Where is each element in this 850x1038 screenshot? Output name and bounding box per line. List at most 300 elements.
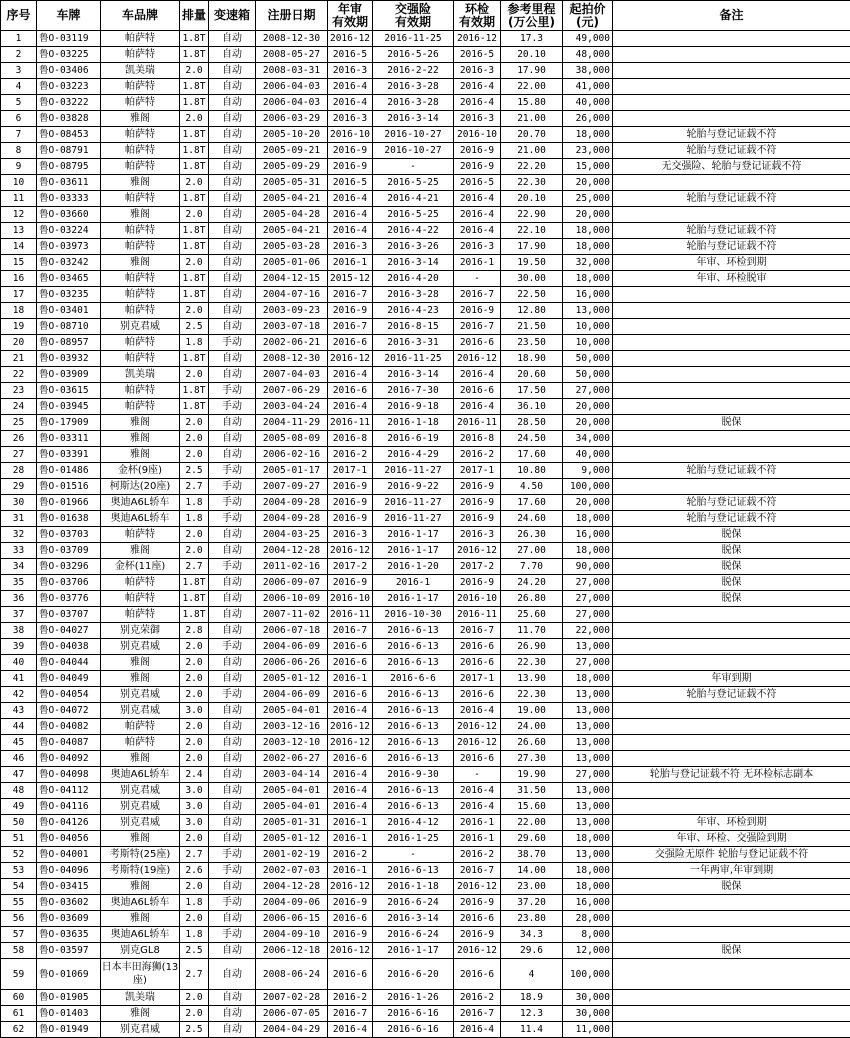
cell-inspection-valid: 2016-4 [328,191,373,207]
cell-start-price: 16,000 [563,895,613,911]
cell-remarks [613,735,850,751]
cell-transmission: 自动 [209,751,256,767]
cell-displacement: 1.8T [180,47,209,63]
cell-seq: 8 [1,143,37,159]
cell-displacement: 1.8 [180,927,209,943]
cell-brand: 柯斯达(20座) [101,479,180,495]
cell-insurance-valid: 2016-9-18 [373,399,454,415]
cell-mileage: 19.50 [501,255,563,271]
cell-plate: 鲁O-03828 [37,111,101,127]
cell-mileage: 29.60 [501,831,563,847]
cell-insurance-valid: 2016-6-24 [373,895,454,911]
cell-inspection-valid: 2016-2 [328,990,373,1006]
cell-insurance-valid: 2016-6-13 [373,703,454,719]
cell-seq: 14 [1,239,37,255]
cell-reg-date: 2005-09-21 [256,143,328,159]
cell-start-price: 22,000 [563,623,613,639]
cell-start-price: 18,000 [563,127,613,143]
cell-insurance-valid: 2016-3-14 [373,255,454,271]
cell-transmission: 自动 [209,783,256,799]
cell-transmission: 自动 [209,943,256,959]
cell-plate: 鲁O-01069 [37,959,101,990]
cell-remarks [613,175,850,191]
cell-displacement: 2.7 [180,959,209,990]
cell-transmission: 自动 [209,111,256,127]
cell-mileage: 17.3 [501,31,563,47]
cell-inspection-valid: 2016-7 [328,623,373,639]
cell-displacement: 2.0 [180,63,209,79]
cell-emission-valid: 2016-4 [454,207,501,223]
cell-transmission: 手动 [209,399,256,415]
cell-start-price: 18,000 [563,271,613,287]
cell-inspection-valid: 2016-6 [328,639,373,655]
table-row [1,399,850,415]
cell-mileage: 22.30 [501,655,563,671]
cell-remarks [613,95,850,111]
cell-brand: 考斯特(25座) [101,847,180,863]
table-row [1,591,850,607]
cell-seq: 53 [1,863,37,879]
cell-emission-valid: 2016-7 [454,623,501,639]
cell-seq: 29 [1,479,37,495]
cell-inspection-valid: 2016-12 [328,719,373,735]
cell-reg-date: 2004-09-06 [256,895,328,911]
cell-brand: 金杯(9座) [101,463,180,479]
cell-transmission: 手动 [209,335,256,351]
cell-remarks [613,1006,850,1022]
cell-insurance-valid: 2016-4-21 [373,191,454,207]
cell-emission-valid: 2016-1 [454,831,501,847]
cell-plate: 鲁O-03945 [37,399,101,415]
cell-inspection-valid: 2016-9 [328,895,373,911]
cell-insurance-valid: 2016-6-13 [373,687,454,703]
cell-emission-valid: 2016-6 [454,383,501,399]
cell-seq: 21 [1,351,37,367]
cell-brand: 帕萨特 [101,719,180,735]
table-row [1,367,850,383]
cell-transmission: 手动 [209,495,256,511]
cell-inspection-valid: 2016-10 [328,127,373,143]
cell-start-price: 16,000 [563,527,613,543]
cell-reg-date: 2005-04-01 [256,783,328,799]
cell-plate: 鲁O-03222 [37,95,101,111]
cell-remarks [613,447,850,463]
cell-remarks: 一年两审,年审到期 [613,863,850,879]
cell-start-price: 100,000 [563,959,613,990]
cell-displacement: 1.8T [180,271,209,287]
cell-start-price: 18,000 [563,879,613,895]
cell-emission-valid: 2016-9 [454,143,501,159]
cell-displacement: 1.8T [180,591,209,607]
cell-seq: 5 [1,95,37,111]
cell-brand: 帕萨特 [101,95,180,111]
cell-insurance-valid: 2016-1-18 [373,415,454,431]
cell-insurance-valid: 2016-6-13 [373,799,454,815]
cell-transmission: 自动 [209,47,256,63]
cell-inspection-valid: 2016-3 [328,239,373,255]
table-row [1,207,850,223]
cell-emission-valid: 2016-9 [454,479,501,495]
cell-insurance-valid: 2016-4-12 [373,815,454,831]
cell-displacement: 1.8 [180,495,209,511]
cell-displacement: 1.8T [180,351,209,367]
cell-plate: 鲁O-04116 [37,799,101,815]
table-row [1,479,850,495]
cell-seq: 44 [1,719,37,735]
table-row [1,287,850,303]
cell-remarks [613,479,850,495]
cell-remarks: 脱保 [613,591,850,607]
cell-brand: 帕萨特 [101,239,180,255]
cell-remarks: 轮胎与登记证载不符 [613,143,850,159]
cell-insurance-valid: 2016-6-13 [373,751,454,767]
cell-remarks [613,623,850,639]
cell-emission-valid: 2016-12 [454,719,501,735]
table-row [1,751,850,767]
cell-seq: 42 [1,687,37,703]
cell-transmission: 自动 [209,671,256,687]
cell-reg-date: 2005-04-01 [256,799,328,815]
cell-inspection-valid: 2016-12 [328,735,373,751]
table-row [1,959,850,990]
cell-reg-date: 2005-04-21 [256,223,328,239]
cell-inspection-valid: 2016-12 [328,543,373,559]
cell-insurance-valid: 2016-5-26 [373,47,454,63]
cell-mileage: 29.6 [501,943,563,959]
cell-plate: 鲁O-04056 [37,831,101,847]
cell-reg-date: 2006-12-18 [256,943,328,959]
cell-inspection-valid: 2016-11 [328,607,373,623]
cell-remarks [613,303,850,319]
table-row [1,415,850,431]
cell-insurance-valid: 2016-6-6 [373,671,454,687]
cell-transmission: 自动 [209,175,256,191]
cell-seq: 30 [1,495,37,511]
cell-displacement: 1.8T [180,31,209,47]
cell-mileage: 26.90 [501,639,563,655]
cell-remarks [613,383,850,399]
cell-transmission: 手动 [209,927,256,943]
cell-inspection-valid: 2016-6 [328,959,373,990]
cell-insurance-valid: 2016-3-14 [373,911,454,927]
table-row [1,431,850,447]
cell-insurance-valid: 2016-6-20 [373,959,454,990]
table-row [1,95,850,111]
table-row [1,511,850,527]
cell-plate: 鲁O-03776 [37,591,101,607]
cell-plate: 鲁O-04082 [37,719,101,735]
cell-emission-valid: 2016-9 [454,303,501,319]
cell-inspection-valid: 2016-9 [328,495,373,511]
cell-seq: 56 [1,911,37,927]
cell-mileage: 27.30 [501,751,563,767]
table-row [1,559,850,575]
cell-plate: 鲁O-04072 [37,703,101,719]
cell-inspection-valid: 2016-1 [328,671,373,687]
cell-transmission: 自动 [209,271,256,287]
cell-plate: 鲁O-03242 [37,255,101,271]
cell-seq: 6 [1,111,37,127]
cell-plate: 鲁O-03119 [37,31,101,47]
cell-plate: 鲁O-04044 [37,655,101,671]
cell-remarks [613,335,850,351]
column-header-remarks: 备注 [613,1,850,31]
cell-seq: 1 [1,31,37,47]
cell-transmission: 自动 [209,255,256,271]
cell-emission-valid: 2016-7 [454,863,501,879]
cell-mileage: 23.80 [501,911,563,927]
cell-insurance-valid: 2016-4-29 [373,447,454,463]
cell-inspection-valid: 2016-12 [328,31,373,47]
cell-insurance-valid: 2016-10-27 [373,143,454,159]
cell-reg-date: 2005-01-06 [256,255,328,271]
cell-insurance-valid: 2016-3-26 [373,239,454,255]
cell-insurance-valid: 2016-6-13 [373,735,454,751]
cell-start-price: 11,000 [563,1022,613,1038]
cell-seq: 45 [1,735,37,751]
table-row [1,271,850,287]
cell-remarks: 脱保 [613,543,850,559]
cell-mileage: 31.50 [501,783,563,799]
cell-brand: 别克君威 [101,703,180,719]
cell-reg-date: 2006-07-05 [256,1006,328,1022]
cell-transmission: 自动 [209,159,256,175]
cell-inspection-valid: 2016-7 [328,1006,373,1022]
cell-brand: 凯美瑞 [101,63,180,79]
cell-start-price: 20,000 [563,175,613,191]
cell-start-price: 50,000 [563,351,613,367]
cell-brand: 别克君威 [101,799,180,815]
cell-seq: 57 [1,927,37,943]
cell-seq: 49 [1,799,37,815]
cell-plate: 鲁O-03707 [37,607,101,623]
cell-displacement: 2.6 [180,863,209,879]
cell-emission-valid: 2017-2 [454,559,501,575]
cell-inspection-valid: 2016-5 [328,175,373,191]
cell-plate: 鲁O-03235 [37,287,101,303]
cell-remarks [613,31,850,47]
cell-reg-date: 2003-12-16 [256,719,328,735]
cell-remarks: 年审到期 [613,671,850,687]
cell-seq: 13 [1,223,37,239]
column-header-transmission: 变速箱 [209,1,256,31]
cell-reg-date: 2006-06-15 [256,911,328,927]
cell-mileage: 36.10 [501,399,563,415]
cell-remarks [613,47,850,63]
cell-inspection-valid: 2016-4 [328,799,373,815]
cell-mileage: 19.90 [501,767,563,783]
cell-inspection-valid: 2016-9 [328,143,373,159]
cell-insurance-valid: 2016-1-17 [373,943,454,959]
cell-reg-date: 2004-09-28 [256,495,328,511]
cell-start-price: 27,000 [563,383,613,399]
cell-displacement: 2.0 [180,255,209,271]
cell-emission-valid: 2016-3 [454,239,501,255]
cell-reg-date: 2002-06-21 [256,335,328,351]
cell-mileage: 22.10 [501,223,563,239]
cell-plate: 鲁O-01516 [37,479,101,495]
cell-transmission: 自动 [209,239,256,255]
table-row [1,815,850,831]
cell-emission-valid: 2016-3 [454,527,501,543]
table-row [1,879,850,895]
cell-remarks: 脱保 [613,575,850,591]
cell-reg-date: 2006-07-18 [256,623,328,639]
cell-start-price: 20,000 [563,415,613,431]
cell-displacement: 1.8T [180,191,209,207]
cell-mileage: 18.90 [501,351,563,367]
table-row [1,767,850,783]
cell-start-price: 13,000 [563,303,613,319]
cell-transmission: 自动 [209,911,256,927]
cell-reg-date: 2006-06-26 [256,655,328,671]
cell-emission-valid: 2016-12 [454,351,501,367]
cell-displacement: 1.8T [180,607,209,623]
cell-insurance-valid: 2016-1-20 [373,559,454,575]
cell-inspection-valid: 2016-4 [328,703,373,719]
cell-start-price: 16,000 [563,287,613,303]
table-row [1,31,850,47]
cell-remarks [613,63,850,79]
cell-brand: 帕萨特 [101,271,180,287]
cell-displacement: 3.0 [180,783,209,799]
cell-seq: 15 [1,255,37,271]
cell-displacement: 2.0 [180,207,209,223]
cell-remarks: 年审、环检、交强险到期 [613,831,850,847]
table-row [1,575,850,591]
cell-reg-date: 2006-02-16 [256,447,328,463]
cell-mileage: 21.00 [501,111,563,127]
cell-inspection-valid: 2016-6 [328,687,373,703]
cell-emission-valid: 2016-6 [454,639,501,655]
cell-seq: 33 [1,543,37,559]
cell-transmission: 手动 [209,479,256,495]
cell-insurance-valid: 2016-3-28 [373,287,454,303]
cell-remarks: 轮胎与登记证载不符 无环检标志副本 [613,767,850,783]
cell-remarks [613,607,850,623]
cell-emission-valid: 2016-4 [454,95,501,111]
cell-transmission: 自动 [209,191,256,207]
cell-seq: 23 [1,383,37,399]
cell-plate: 鲁O-08791 [37,143,101,159]
cell-emission-valid: 2016-9 [454,927,501,943]
cell-emission-valid: 2016-6 [454,911,501,927]
cell-brand: 帕萨特 [101,591,180,607]
cell-reg-date: 2008-05-27 [256,47,328,63]
cell-brand: 雅阁 [101,431,180,447]
cell-inspection-valid: 2016-4 [328,367,373,383]
cell-mileage: 37.20 [501,895,563,911]
cell-brand: 帕萨特 [101,527,180,543]
cell-inspection-valid: 2016-6 [328,383,373,399]
cell-start-price: 13,000 [563,687,613,703]
cell-plate: 鲁O-04054 [37,687,101,703]
table-header-row [1,1,850,31]
table-row [1,543,850,559]
cell-seq: 39 [1,639,37,655]
cell-emission-valid: 2016-4 [454,191,501,207]
cell-remarks: 脱保 [613,559,850,575]
cell-inspection-valid: 2016-4 [328,783,373,799]
cell-plate: 鲁O-03391 [37,447,101,463]
cell-brand: 帕萨特 [101,351,180,367]
cell-plate: 鲁O-03401 [37,303,101,319]
cell-brand: 别克君威 [101,1022,180,1038]
cell-emission-valid: 2016-3 [454,111,501,127]
cell-displacement: 2.7 [180,847,209,863]
table-row [1,943,850,959]
cell-brand: 帕萨特 [101,223,180,239]
cell-displacement: 2.0 [180,639,209,655]
cell-emission-valid: 2016-11 [454,415,501,431]
cell-reg-date: 2003-07-18 [256,319,328,335]
cell-plate: 鲁O-08453 [37,127,101,143]
cell-reg-date: 2007-04-03 [256,367,328,383]
cell-reg-date: 2003-04-24 [256,399,328,415]
cell-remarks: 脱保 [613,943,850,959]
cell-emission-valid: 2016-5 [454,47,501,63]
cell-plate: 鲁O-03602 [37,895,101,911]
cell-brand: 奥迪A6L轿车 [101,895,180,911]
cell-remarks [613,911,850,927]
cell-insurance-valid: 2016-1-17 [373,543,454,559]
cell-reg-date: 2005-01-31 [256,815,328,831]
cell-insurance-valid: 2016-7-30 [373,383,454,399]
cell-insurance-valid: 2016-8-15 [373,319,454,335]
cell-transmission: 自动 [209,127,256,143]
cell-plate: 鲁O-01486 [37,463,101,479]
cell-mileage: 17.50 [501,383,563,399]
table-row [1,159,850,175]
cell-transmission: 自动 [209,799,256,815]
cell-seq: 46 [1,751,37,767]
cell-insurance-valid: - [373,159,454,175]
cell-brand: 别克君威 [101,783,180,799]
column-header-emission-valid: 环检 有效期 [454,1,501,31]
cell-reg-date: 2008-12-30 [256,351,328,367]
cell-transmission: 自动 [209,1022,256,1038]
cell-mileage: 23.00 [501,879,563,895]
cell-seq: 41 [1,671,37,687]
cell-mileage: 20.10 [501,191,563,207]
cell-reg-date: 2004-06-09 [256,687,328,703]
cell-transmission: 自动 [209,815,256,831]
cell-insurance-valid: 2016-4-20 [373,271,454,287]
cell-displacement: 1.8 [180,335,209,351]
cell-seq: 11 [1,191,37,207]
cell-mileage: 11.4 [501,1022,563,1038]
cell-remarks [613,783,850,799]
cell-brand: 雅阁 [101,175,180,191]
cell-emission-valid: 2016-12 [454,879,501,895]
table-row [1,175,850,191]
cell-insurance-valid: 2016-1-17 [373,591,454,607]
cell-reg-date: 2011-02-16 [256,559,328,575]
cell-displacement: 1.8T [180,223,209,239]
cell-brand: 别克君威 [101,319,180,335]
cell-remarks [613,431,850,447]
cell-inspection-valid: 2016-12 [328,351,373,367]
cell-transmission: 自动 [209,63,256,79]
cell-seq: 9 [1,159,37,175]
cell-displacement: 2.0 [180,911,209,927]
cell-seq: 26 [1,431,37,447]
cell-inspection-valid: 2016-6 [328,751,373,767]
cell-plate: 鲁O-04049 [37,671,101,687]
cell-mileage: 21.50 [501,319,563,335]
cell-mileage: 34.3 [501,927,563,943]
cell-transmission: 自动 [209,591,256,607]
